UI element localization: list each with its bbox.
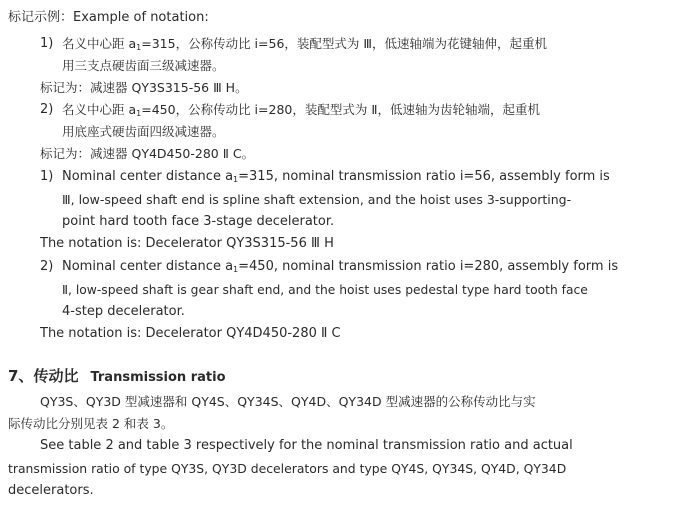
section-cn-line2: 际传动比分别见表 2 和表 3。 [8,416,174,431]
en-item-2-line1 [62,259,618,275]
cn-item-2-text-b: =450，公称传动比 i=280，装配型式为 Ⅱ，低速轴为齿轮轴端，起重机 [141,102,540,117]
en-item-1-line3: point hard tooth face 3-stage decelerator. [62,214,335,229]
cn-item-2-number: 2) [40,102,54,117]
en-item-2-subscript: 1 [233,265,239,274]
cn-item-1-text-b: =315，公称传动比 i=56，装配型式为 Ⅲ，低速轴端为花键轴伸，起重机 [141,36,547,51]
cn-item-1-line2: 用三支点硬齿面三级减速器。 [62,58,225,73]
section-en-line3: decelerators. [8,483,94,498]
cn-item-1-notation: 标记为：减速器 QY3S315-56 Ⅲ H。 [40,80,248,95]
example-header: 标记示例：Example of notation: [8,10,209,25]
section-en-line1: See table 2 and table 3 respectively for the nominal transmission ratio and actual [40,438,573,453]
cn-item-1-line1 [62,36,547,52]
cn-item-2-line2: 用底座式硬齿面四级减速器。 [62,124,225,139]
en-item-1-subscript: 1 [233,175,239,184]
en-item-1-number: 1) [40,169,54,184]
section-title-en: Transmission ratio [90,370,226,385]
en-item-1-line1 [62,169,610,185]
en-item-2-notation: The notation is: Decelerator QY4D450-280 Ⅱ C [40,326,341,341]
cn-item-2-subscript: 1 [136,109,142,118]
cn-item-1-number: 1) [40,36,54,51]
section-cn-line1: QY3S、QY3D 型减速器和 QY4S、QY34S、QY4D、QY34D 型减速器的公称传动比与实 [40,394,536,409]
en-item-2-number: 2) [40,259,54,274]
cn-item-2-line1 [62,102,540,118]
en-item-1-line2: Ⅲ, low-speed shaft end is spline shaft extension, and the hoist uses 3-supporting- [62,192,572,207]
cn-item-2-notation: 标记为：减速器 QY4D450-280 Ⅱ C。 [40,146,255,161]
en-item-2-text-a: Nominal center distance a [62,259,234,274]
section-heading [8,368,226,386]
en-item-2-line2: Ⅱ, low-speed shaft is gear shaft end, and the hoist uses pedestal type hard tooth face [62,283,588,297]
en-item-2-line3: 4-step decelerator. [62,304,185,319]
cn-item-1-text-a: 名义中心距 a [62,36,137,51]
section-title-cn: 传动比 [33,367,79,385]
en-item-2-text-b: =450, nominal transmission ratio i=280, assembly form is [238,259,619,274]
section-en-line2: transmission ratio of type QY3S, QY3D decelerators and type QY4S, QY34S, QY4D, QY34D [8,461,567,476]
section-number: 7、 [8,367,34,385]
cn-item-1-subscript: 1 [136,43,142,52]
en-item-1-notation: The notation is: Decelerator QY3S315-56 Ⅲ H [40,236,334,251]
en-item-1-text-b: =315, nominal transmission ratio i=56, assembly form is [238,169,610,184]
cn-item-2-text-a: 名义中心距 a [62,102,137,117]
en-item-1-text-a: Nominal center distance a [62,169,234,184]
